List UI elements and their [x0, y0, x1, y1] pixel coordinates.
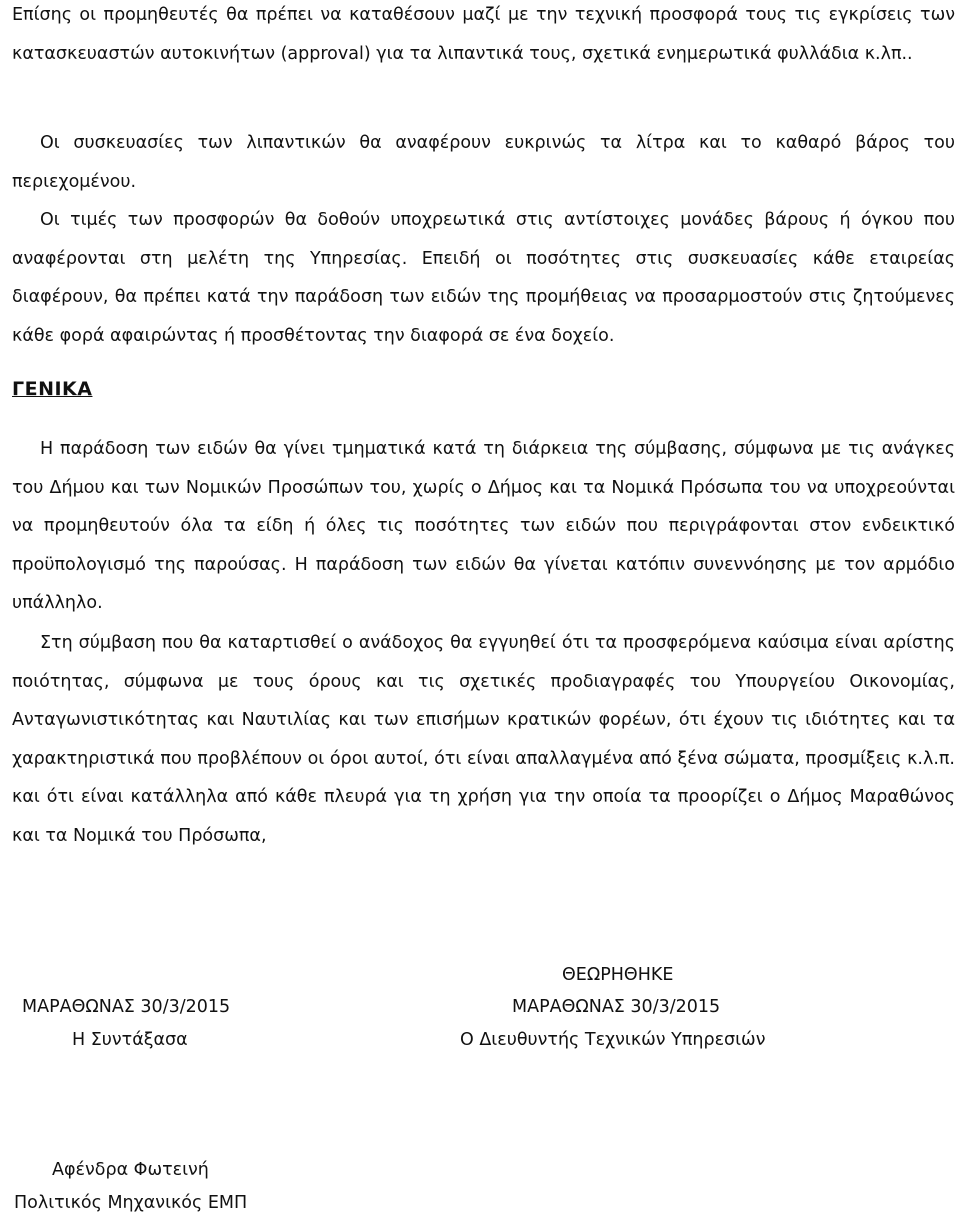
- paragraph-packaging: Οι συσκευασίες των λιπαντικών θα αναφέρουν ευκρινώς τα λίτρα και το καθαρό βάρος του περιεχομένου.: [12, 133, 955, 192]
- right-place-date: ΜΑΡΑΘΩΝΑΣ 30/3/2015: [512, 997, 721, 1017]
- paragraph-contract: Στη σύμβαση που θα καταρτισθεί ο ανάδοχος θα εγγυηθεί ότι τα προσφερόμενα καύσιμα είναι αρίστης ποιότητας, σύμφωνα με τους όρους και τις σχετικές προδιαγραφές του Υπουργείου Οικονομίας, Ανταγωνιστικότητας και Ναυτιλίας και των επισήμων κρατικών φορέων, ότι έχουν τις ιδιότητες και τα χαρακτηριστικά που προβλέπουν οι όροι αυτοί, ότι είναι απαλλαγμένα από ξένα σώματα, προσμίξεις κ.λ.π. και ότι είναι κατάλληλα από κάθε πλευρά για τη χρήση για την οποία τα προορίζει ο Δήμος Μαραθώνος και τα Νομικά του Πρόσωπα,: [12, 633, 955, 846]
- approved-label: ΘΕΩΡΗΘΗΚΕ: [562, 965, 674, 985]
- paragraph-approvals: Επίσης οι προμηθευτές θα πρέπει να καταθέσουν μαζί με την τεχνική προσφορά τους τις εγκρίσεις των κατασκευαστών αυτοκινήτων (approval) για τα λιπαντικά τους, σχετικά ενημερωτικά φυλλάδια κ.λπ..: [12, 5, 955, 64]
- left-signatory-role: Η Συντάξασα: [72, 1030, 188, 1050]
- left-signatory-name: Αφένδρα Φωτεινή: [52, 1160, 209, 1180]
- section-heading-general: ΓΕΝΙΚΑ: [12, 378, 93, 400]
- paragraph-prices: Οι τιμές των προσφορών θα δοθούν υποχρεωτικά στις αντίστοιχες μονάδες βάρους ή όγκου που αναφέρονται στη μελέτη της Υπηρεσίας. Επειδή οι ποσότητες στις συσκευασίες κάθε εταιρείας διαφέρουν, θα πρέπει κατά την παράδοση των ειδών της προμήθειας να προσαρμοστούν στις ζητούμενες κάθε φορά αφαιρώντας ή προσθέτοντας την διαφορά σε ένα δοχείο.: [12, 210, 955, 346]
- left-place-date: ΜΑΡΑΘΩΝΑΣ 30/3/2015: [22, 997, 231, 1017]
- left-signatory-title: Πολιτικός Μηχανικός ΕΜΠ: [14, 1193, 248, 1213]
- paragraph-delivery: Η παράδοση των ειδών θα γίνει τμηματικά κατά τη διάρκεια της σύμβασης, σύμφωνα με τις ανάγκες του Δήμου και των Νομικών Προσώπων του, χωρίς ο Δήμος και τα Νομικά Πρόσωπα του να υποχρεούνται να προμηθευτούν όλα τα είδη ή όλες τις ποσότητες των ειδών που περιγράφονται στον ενδεικτικό προϋπολογισμό της παρούσας. Η παράδοση των ειδών θα γίνεται κατόπιν συνεννόησης με τον αρμόδιο υπάλληλο.: [12, 439, 955, 613]
- right-signatory-role: Ο Διευθυντής Τεχνικών Υπηρεσιών: [460, 1030, 766, 1050]
